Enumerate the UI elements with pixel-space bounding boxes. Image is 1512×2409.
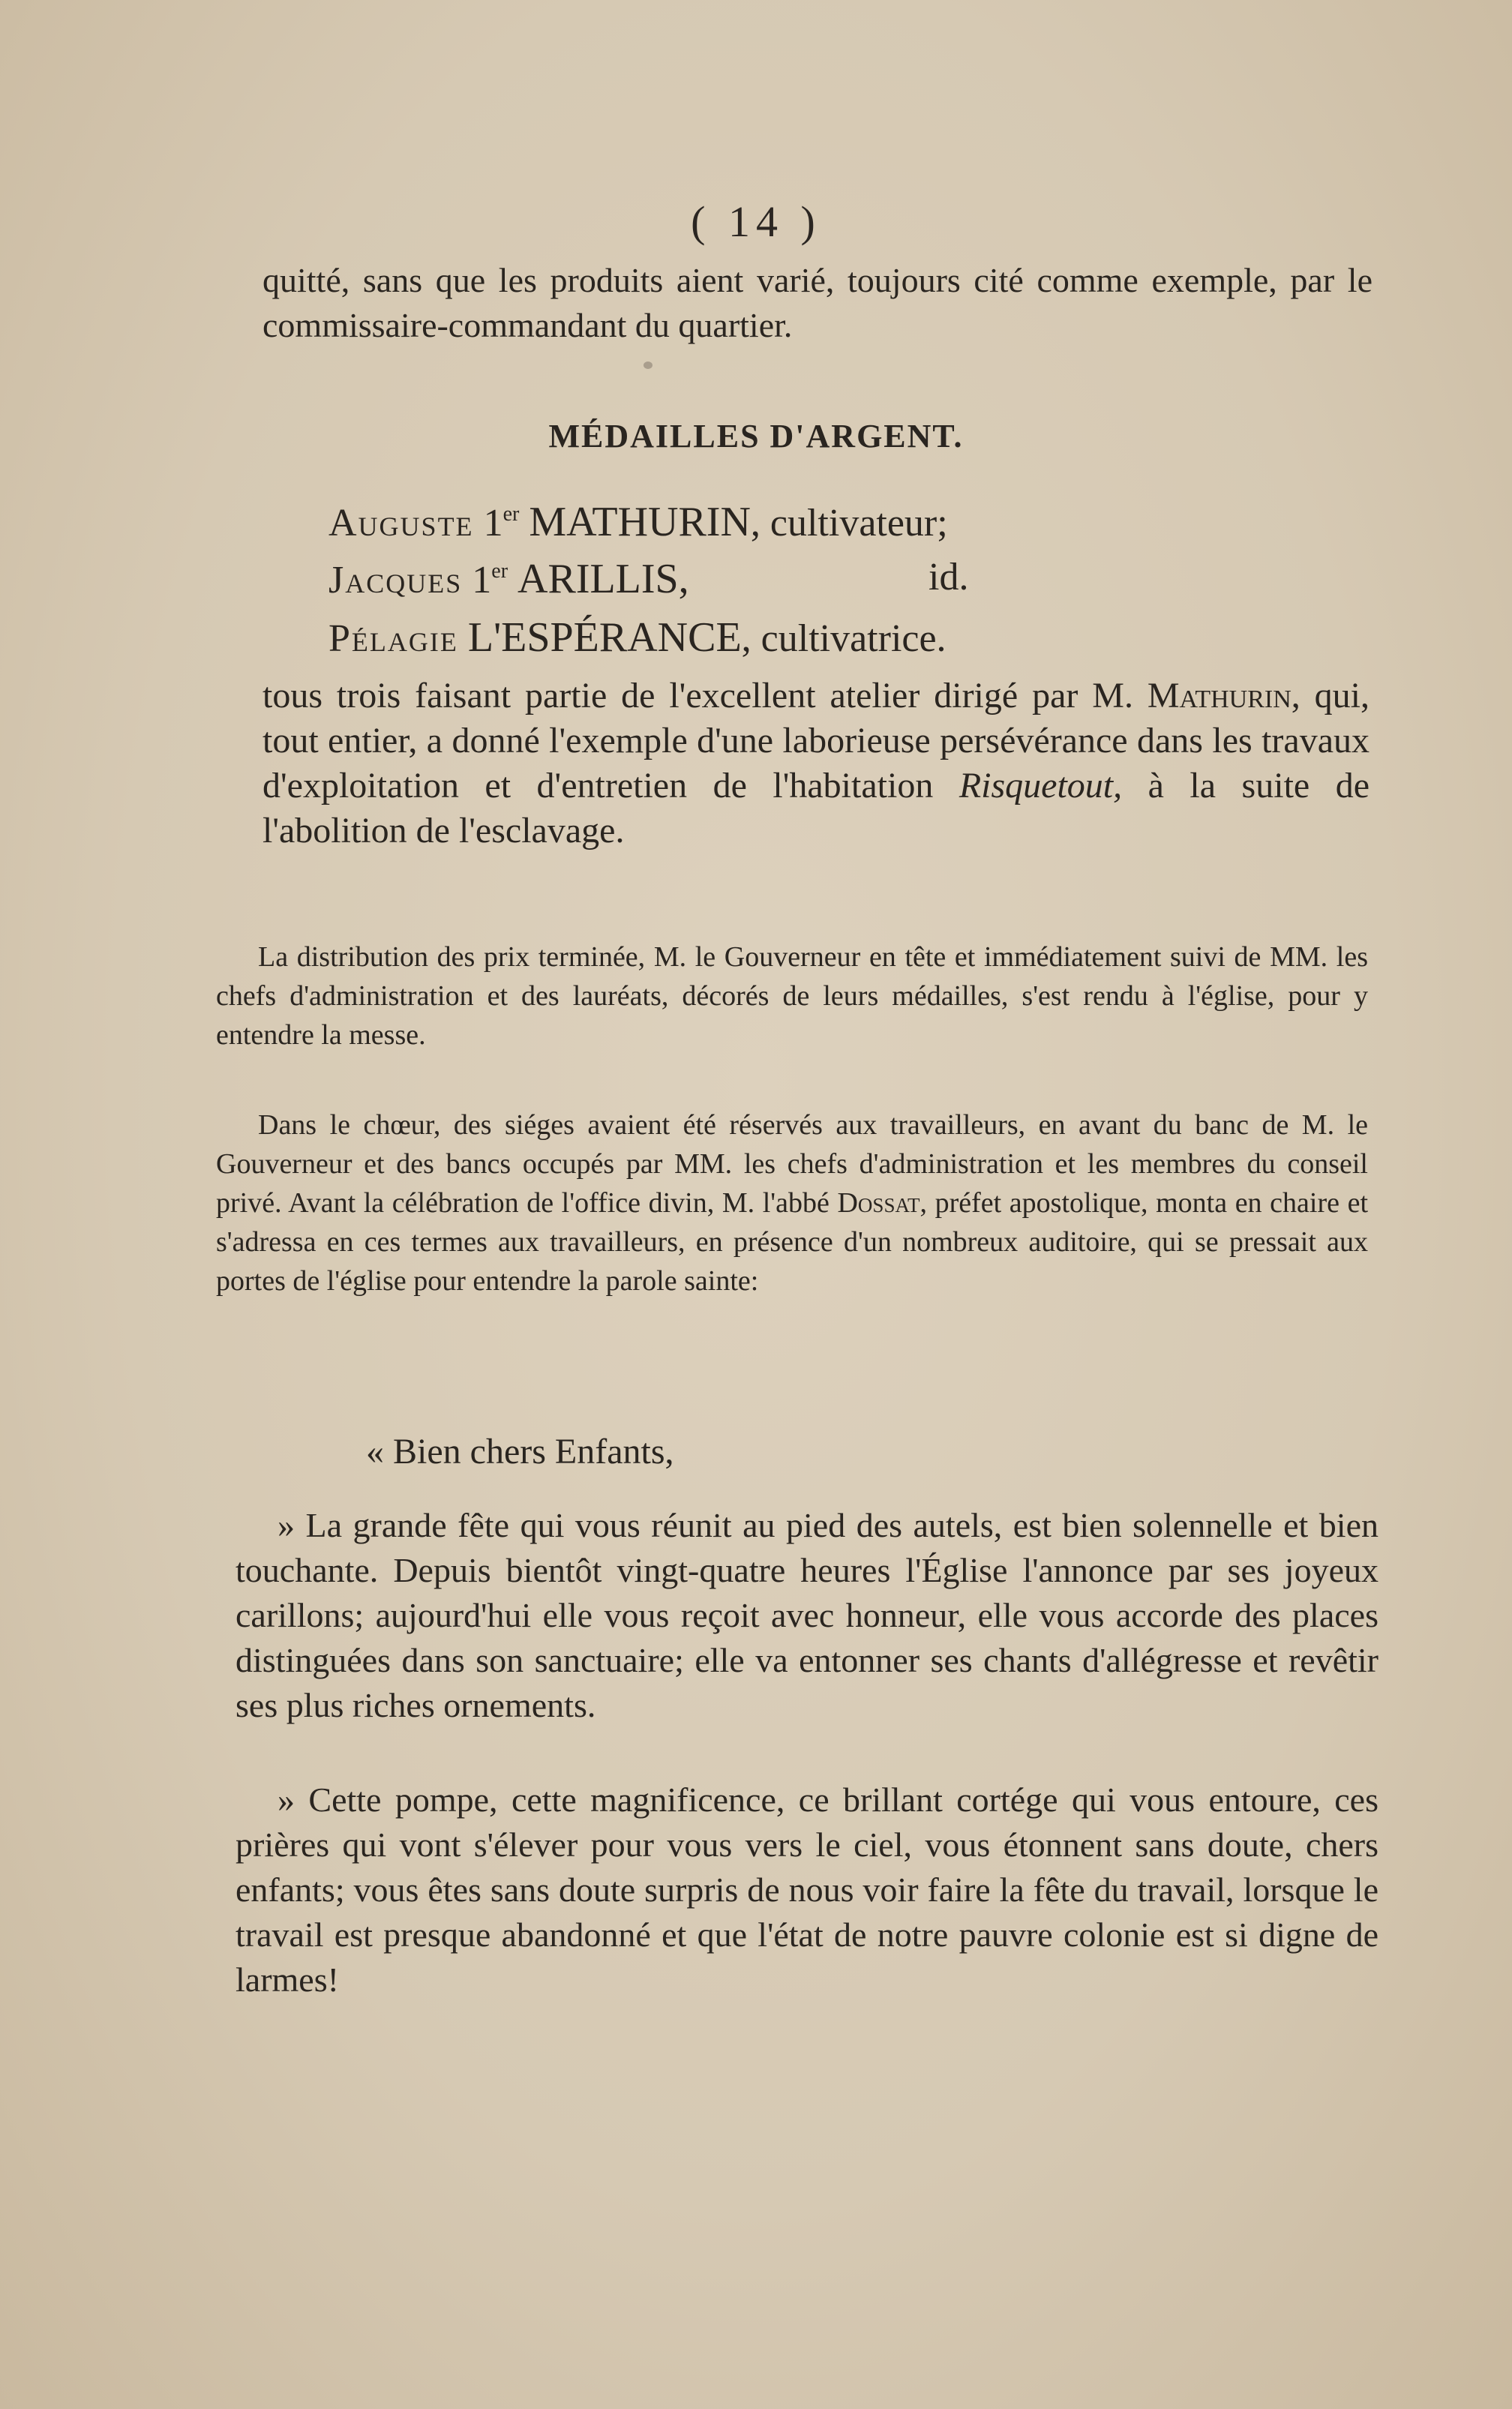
medalist-row [328,498,1416,556]
medalist-role: , cultivatrice. [741,617,946,660]
medalist-ordinal: 1er [483,502,520,544]
medalist-ordinal: 1er [472,559,508,602]
sermon-paragraph: » La grande fête qui vous réunit au pied des autels, est bien solennelle et bien touchante. Depuis bientôt vingt-quatre heures l'Église l'annonce par ses joyeux carillons; aujourd'hui elle vous reçoit avec honneur, elle vous accorde des places distinguées dans son sanctuaire; elle va entonner ses chants d'allégresse et revêtir ses plus riches ornements. [236,1506,1378,1724]
sermon-salutation: « Bien chers Enfants, [366,1432,674,1472]
distribution-paragraph: La distribution des prix terminée, M. le Gouverneur en tête et immédiatement suivi de MM. les chefs d'administration et des lauréats, décorés de leurs médailles, s'est rendu à l'église, pour y entendre la messe. [216,941,1368,1051]
medal-paragraph: tous trois faisant partie de l'excellent atelier dirigé par M. Mathurin, qui, tout entier, a donné l'exemple d'une laborieuse persévérance dans les travaux d'exploitation et d'entretien de l'habitation Risquetout, à la suite de l'abolition de l'esclavage. [262,676,1370,850]
medalist-role: id. [928,556,969,598]
medalist-surname: ARILLIS, [518,556,689,602]
medalist-row [328,555,1416,614]
medalist-first-name: Auguste [328,502,474,544]
ink-speck [644,362,652,369]
medalist-surname: L'ESPÉRANCE [467,614,742,661]
choir-paragraph: Dans le chœur, des siéges avaient été réservés aux travailleurs, en avant du banc de M. le Gouverneur et des bancs occupés par MM. les chefs d'administration et les membres du conseil privé. Avant la célébration de l'office divin, M. l'abbé Dossat, préfet apostolique, monta en chaire et s'adressa en ces termes aux travailleurs, en présence d'un nombreux auditoire, qui se pressait aux portes de l'église pour entendre la parole sainte: [216,1109,1369,1297]
sermon-paragraph: » Cette pompe, cette magnificence, ce brillant cortége qui vous entoure, ces prières qui vont s'élever pour vous vers le ciel, vous étonnent sans doute, chers enfants; vous êtes sans doute surpris de nous voir faire la fête du travail, lorsque le travail est presque abandonné et que l'état de notre pauvre colonie est si digne de larmes! [236,1780,1378,1999]
medalist-row [328,614,1416,672]
medalist-role: , cultivateur; [750,502,948,544]
intro-paragraph: quitté, sans que les produits aient varié, toujours cité comme exemple, par le commissaire-commandant du quartier. [262,261,1372,344]
person-name: Dossat [837,1187,920,1219]
estate-name: Risquetout, [958,766,1123,806]
medalist-first-name: Jacques [328,559,463,602]
medalist-surname: MATHURIN [529,499,751,545]
person-name: Mathurin [1147,676,1292,716]
page-number: ( 14 ) [691,197,821,246]
section-heading: MÉDAILLES D'ARGENT. [548,418,964,454]
medalist-first-name: Pélagie [328,617,458,660]
